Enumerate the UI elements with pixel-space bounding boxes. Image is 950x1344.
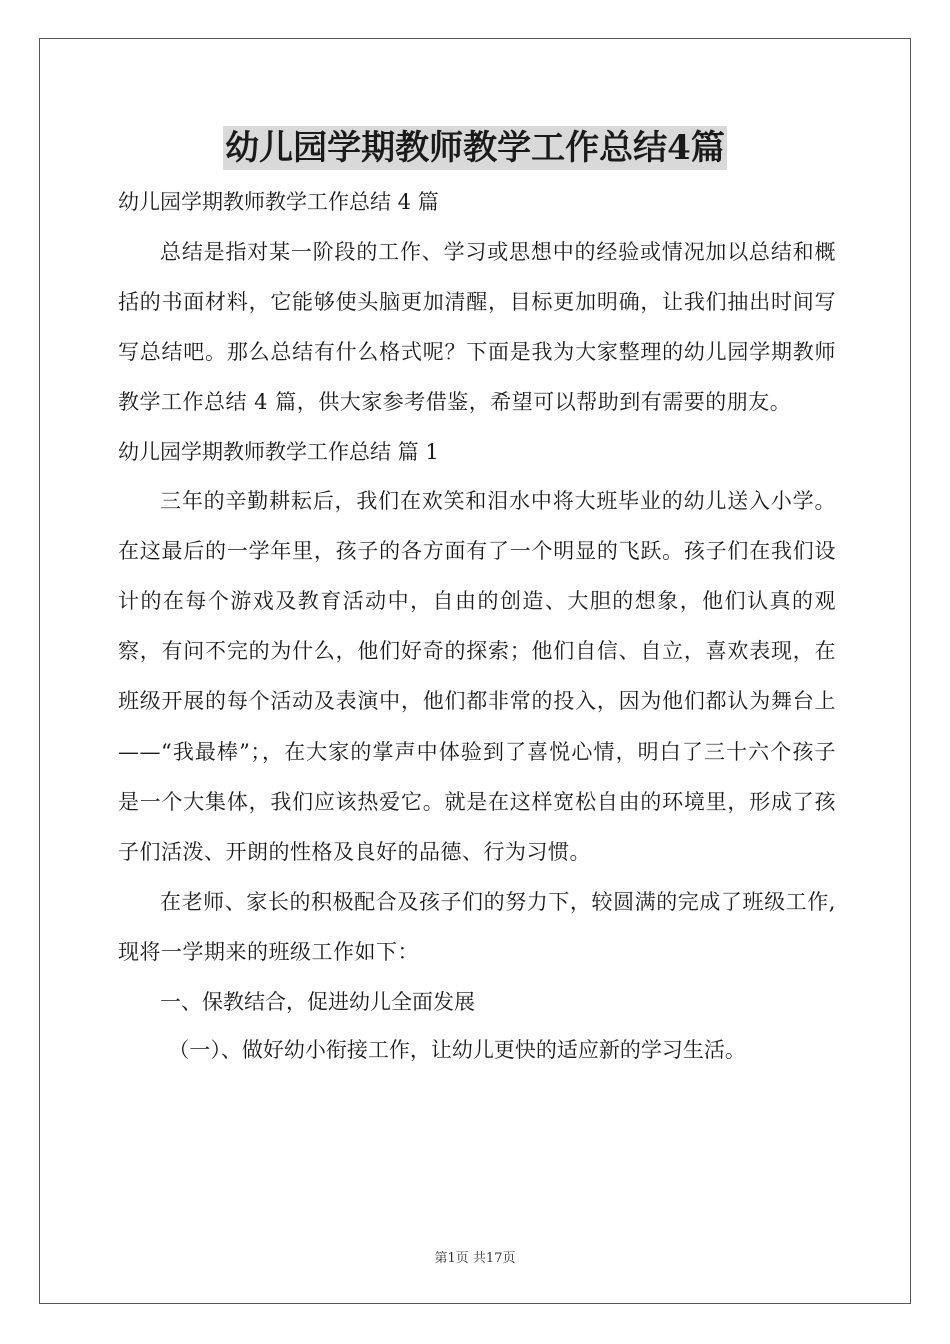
document-subtitle: 幼儿园学期教师教学工作总结 4 篇 xyxy=(118,190,439,214)
title-container xyxy=(0,126,950,170)
subheading-1: 一、保教结合，促进幼儿全面发展 xyxy=(160,989,475,1014)
document-body xyxy=(118,178,836,1074)
section1-paragraph-2: 在老师、家长的积极配合及孩子们的努力下，较圆满的完成了班级工作,现将一学期来的班级工作如下： xyxy=(118,890,836,965)
section-heading-1: 幼儿园学期教师教学工作总结 篇 1 xyxy=(118,439,439,464)
page-footer: 第1页 共17页 xyxy=(434,1251,516,1266)
intro-paragraph: 总结是指对某一阶段的工作、学习或思想中的经验或情况加以总结和概括的书面材料，它能够使头脑更加清醒，目标更加明确，让我们抽出时间写写总结吧。那么总结有什么格式呢？下面是我为大家整理的幼儿园学期教师教学工作总结 4 篇，供大家参考借鉴，希望可以帮助到有需要的朋友。 xyxy=(118,239,836,415)
subheading-2: （一）、做好幼小衔接工作，让幼儿更快的适应新的学习生活。 xyxy=(168,1037,746,1062)
section1-paragraph-1: 三年的辛勤耕耘后，我们在欢笑和泪水中将大班毕业的幼儿送入小学。在这最后的一学年里，孩子的各方面有了一个明显的飞跃。孩子们在我们设计的在每个游戏及教育活动中，自由的创造、大胆的想象，他们认真的观察，有问不完的为什么，他们好奇的探索；他们自信、自立，喜欢表现，在班级开展的每个活动及表演中，他们都非常的投入，因为他们都认为舞台上——“我最棒”；，在大家的掌声中体验到了喜悦心情，明白了三十六个孩子是一个大集体，我们应该热爱它。就是在这样宽松自由的环境里，形成了孩子们活泼、开朗的性格及良好的品德、行为习惯。 xyxy=(118,488,836,865)
document-title: 幼儿园学期教师教学工作总结4篇 xyxy=(225,128,725,168)
